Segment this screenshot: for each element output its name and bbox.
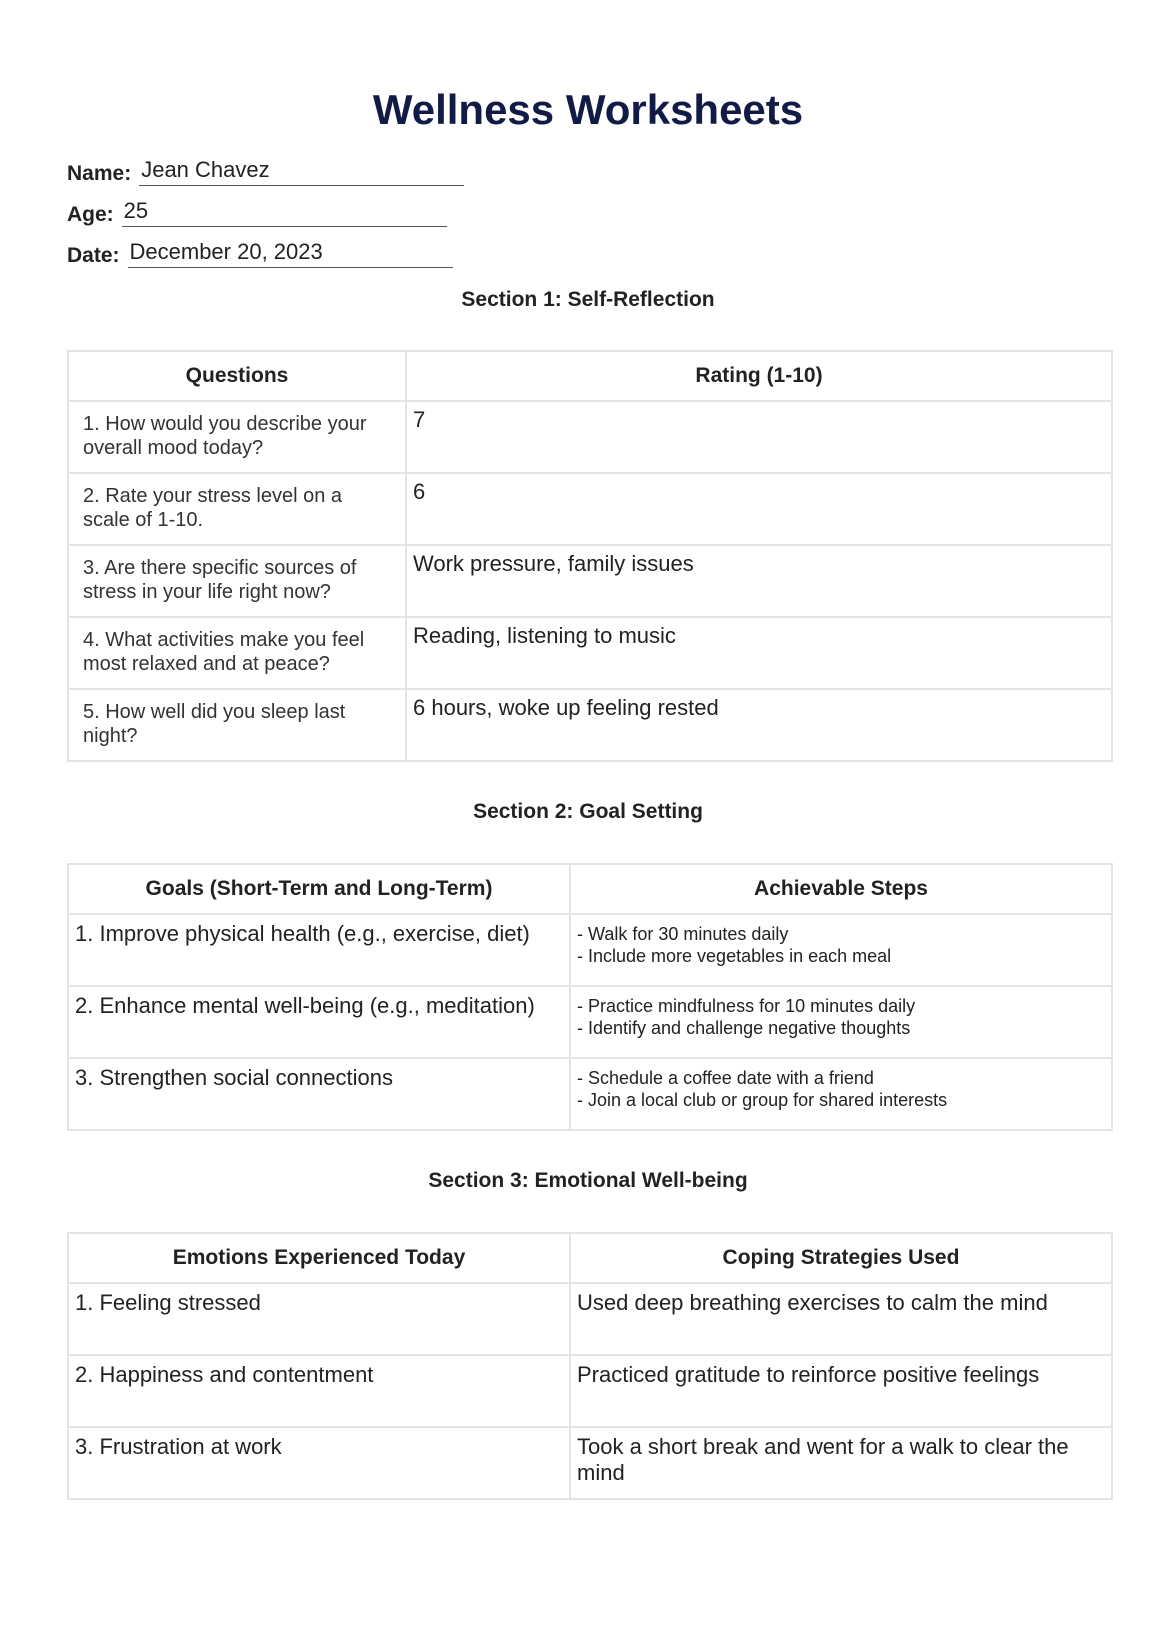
column-header: Achievable Steps bbox=[570, 864, 1112, 914]
answer-cell[interactable]: 6 bbox=[406, 473, 1112, 545]
table-row bbox=[68, 689, 1112, 761]
table-row bbox=[68, 1427, 1112, 1499]
question-cell: 3. Are there specific sources of stress in your life right now? bbox=[68, 545, 406, 617]
table-row bbox=[68, 617, 1112, 689]
column-header: Questions bbox=[68, 351, 406, 401]
steps-cell[interactable] bbox=[570, 914, 1112, 986]
table-row bbox=[68, 545, 1112, 617]
section1-title: Section 1: Self-Reflection bbox=[461, 288, 715, 311]
self-reflection-table bbox=[67, 350, 1113, 762]
column-header: Coping Strategies Used bbox=[570, 1233, 1112, 1283]
table-header-row bbox=[68, 351, 1112, 401]
section2-title: Section 2: Goal Setting bbox=[473, 800, 703, 823]
emotional-wellbeing-table bbox=[67, 1232, 1113, 1500]
answer-cell[interactable]: Work pressure, family issues bbox=[406, 545, 1112, 617]
table-row bbox=[68, 986, 1112, 1058]
age-field[interactable]: 25 bbox=[122, 199, 447, 227]
steps-cell[interactable] bbox=[570, 1058, 1112, 1130]
column-header: Goals (Short-Term and Long-Term) bbox=[68, 864, 570, 914]
table-row bbox=[68, 473, 1112, 545]
emotion-cell: 1. Feeling stressed bbox=[68, 1283, 570, 1355]
question-cell: 2. Rate your stress level on a scale of 1-10. bbox=[68, 473, 406, 545]
page-title: Wellness Worksheets bbox=[372, 86, 804, 133]
date-label: Date: bbox=[67, 244, 120, 267]
step-item: - Practice mindfulness for 10 minutes daily bbox=[577, 996, 916, 1016]
goal-cell: 2. Enhance mental well-being (e.g., meditation) bbox=[68, 986, 570, 1058]
strategy-cell[interactable]: Used deep breathing exercises to calm the mind bbox=[570, 1283, 1112, 1355]
table-row bbox=[68, 914, 1112, 986]
question-cell: 4. What activities make you feel most relaxed and at peace? bbox=[68, 617, 406, 689]
table-row bbox=[68, 401, 1112, 473]
section3-title: Section 3: Emotional Well-being bbox=[428, 1169, 748, 1192]
name-field[interactable]: Jean Chavez bbox=[139, 158, 464, 186]
date-field[interactable]: December 20, 2023 bbox=[128, 240, 453, 268]
step-item: - Walk for 30 minutes daily bbox=[577, 924, 789, 944]
column-header: Rating (1-10) bbox=[406, 351, 1112, 401]
age-field-row bbox=[67, 199, 447, 227]
step-item: - Include more vegetables in each meal bbox=[577, 946, 892, 966]
answer-cell[interactable]: Reading, listening to music bbox=[406, 617, 1112, 689]
goal-cell: 3. Strengthen social connections bbox=[68, 1058, 570, 1130]
strategy-cell[interactable]: Practiced gratitude to reinforce positive feelings bbox=[570, 1355, 1112, 1427]
emotion-cell: 3. Frustration at work bbox=[68, 1427, 570, 1499]
table-row bbox=[68, 1355, 1112, 1427]
answer-cell[interactable]: 6 hours, woke up feeling rested bbox=[406, 689, 1112, 761]
goal-setting-table bbox=[67, 863, 1113, 1131]
step-item: - Join a local club or group for shared interests bbox=[577, 1090, 948, 1110]
strategy-cell[interactable]: Took a short break and went for a walk to clear the mind bbox=[570, 1427, 1112, 1499]
column-header: Emotions Experienced Today bbox=[68, 1233, 570, 1283]
date-field-row bbox=[67, 240, 453, 268]
table-row bbox=[68, 1058, 1112, 1130]
emotion-cell: 2. Happiness and contentment bbox=[68, 1355, 570, 1427]
steps-cell[interactable] bbox=[570, 986, 1112, 1058]
table-header-row bbox=[68, 1233, 1112, 1283]
name-label: Name: bbox=[67, 162, 132, 185]
answer-cell[interactable]: 7 bbox=[406, 401, 1112, 473]
table-row bbox=[68, 1283, 1112, 1355]
question-cell: 1. How would you describe your overall mood today? bbox=[68, 401, 406, 473]
step-item: - Identify and challenge negative thoughts bbox=[577, 1018, 911, 1038]
question-cell: 5. How well did you sleep last night? bbox=[68, 689, 406, 761]
goal-cell: 1. Improve physical health (e.g., exercise, diet) bbox=[68, 914, 570, 986]
table-header-row bbox=[68, 864, 1112, 914]
name-field-row bbox=[67, 158, 464, 186]
step-item: - Schedule a coffee date with a friend bbox=[577, 1068, 874, 1088]
age-label: Age: bbox=[67, 203, 114, 226]
